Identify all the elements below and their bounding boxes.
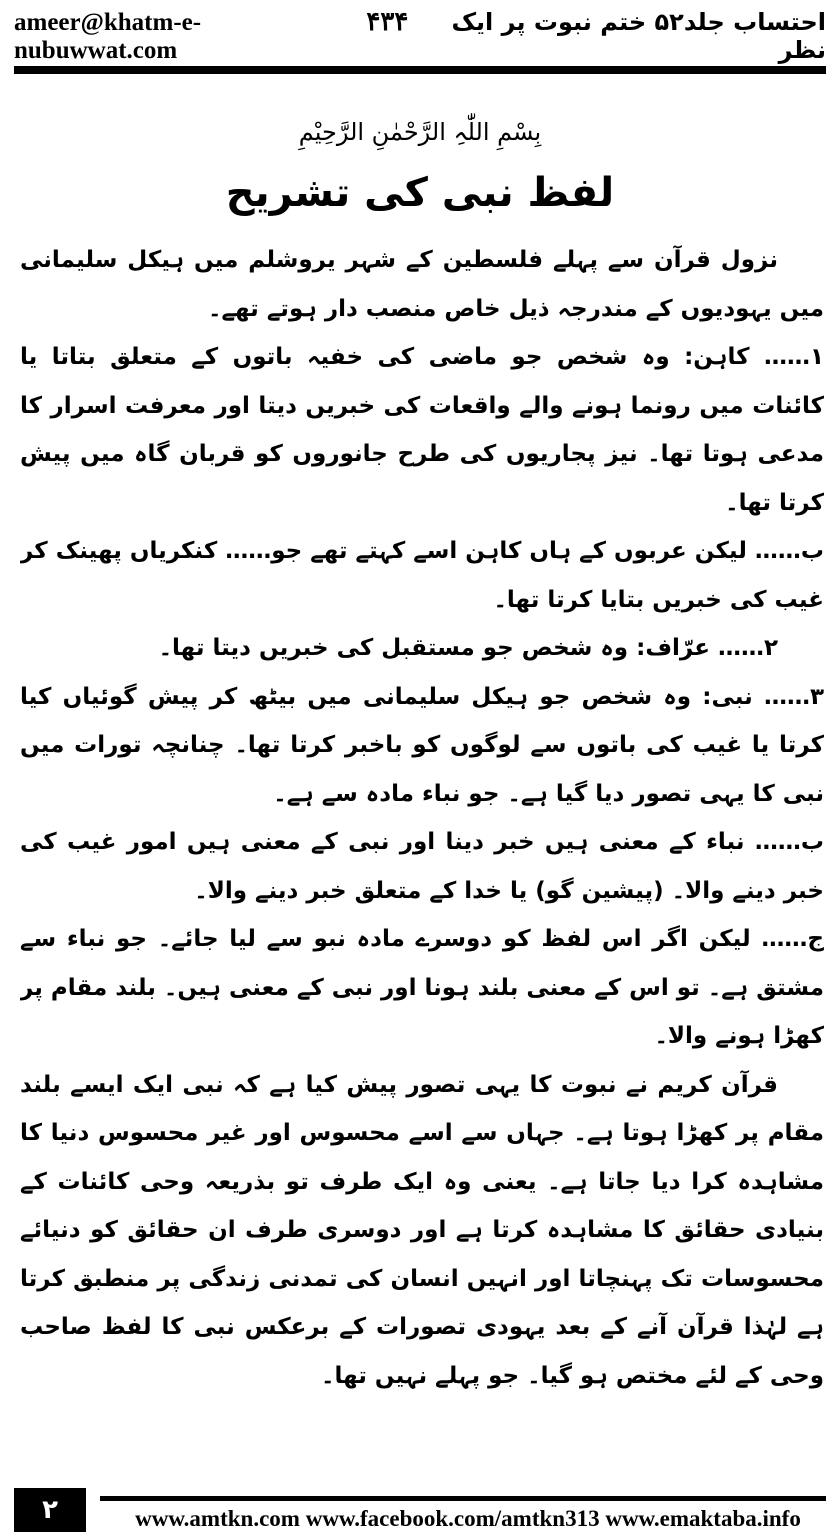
page-header: [14, 8, 826, 64]
body-text: [20, 236, 824, 1481]
header-book-title: احتساب جلد۵۲ ختم نبوت پر ایک نظر: [451, 8, 826, 64]
paragraph-6: ب…… نباء کے معنی ہیں خبر دینا اور نبی کے معنی ہیں امور غیب کی خبر دینے والا۔ (پیشین گو) یا خدا کے متعلق خبر دینے والا۔: [20, 818, 824, 915]
paragraph-7: ج…… لیکن اگر اس لفظ کو دوسرے مادہ نبو سے لیا جائے۔ جو نباء سے مشتق ہے۔ تو اس کے معنی بلند ہونا اور نبی کے معنی ہیں۔ بلند مقام پر کھڑا ہونے والا۔: [20, 915, 824, 1061]
paragraph-1: نزول قرآن سے پہلے فلسطین کے شہر یروشلم میں ہیکل سلیمانی میں یہودیوں کے مندرجہ ذیل خاص منصب دار ہوتے تھے۔: [20, 247, 824, 322]
paragraph-label: ب……: [754, 829, 824, 855]
paragraph-8: قرآن کریم نے نبوت کا یہی تصور پیش کیا ہے کہ نبی ایک ایسے بلند مقام پر کھڑا ہوتا ہے۔ جہاں سے اسے محسوس اور غیر محسوس دنیا کا مشاہدہ کرا دیا جاتا ہے۔ یعنی وہ ایک طرف تو بذریعہ وحی کائنات کے بنیادی حقائق کا مشاہدہ کرتا ہے اور دوسری طرف ان حقائق کو دنیائے محسوسات تک پہنچاتا اور انہیں انسان کی تمدنی زندگی پر منطبق کرتا ہے لہٰذا قرآن آنے کے بعد یہودی تصورات کے برعکس نبی کا لفظ صاحب وحی کے لئے مختص ہو گیا۔ جو پہلے نہیں تھا۔: [20, 1071, 824, 1389]
header-email[interactable]: ameer@khatm-e-nubuwwat.com: [14, 9, 202, 64]
footer-page-number: ۲: [14, 1488, 86, 1532]
basmala: بِسْمِ اللّٰہِ الرَّحْمٰنِ الرَّحِیْمِ: [298, 118, 542, 146]
header-page-number: ۴۳۴: [366, 7, 409, 37]
header-rule: [14, 66, 826, 74]
footer-rule: [100, 1496, 826, 1501]
page-title: لفظ نبی کی تشریح: [225, 170, 615, 216]
paragraph-label: ج……: [761, 926, 824, 952]
paragraph-2: ۱…… کاہن: وہ شخص جو ماضی کی خفیہ باتوں کے متعلق بتاتا یا کائنات میں رونما ہونے والے واقعات کی خبریں دیتا اور معرفت اسرار کا مدعی ہوتا تھا۔ نیز پجاریوں کی طرح جانوروں کو قربان گاہ میں پیش کرتا تھا۔: [20, 344, 824, 516]
paragraph-3: ب…… لیکن عربوں کے ہاں کاہن اسے کہتے تھے جو…… کنکریاں پھینک کر غیب کی خبریں بتایا کرتا تھا۔: [20, 527, 824, 624]
paragraph-label: ب……: [754, 538, 824, 564]
header-left: [14, 7, 408, 65]
paragraph-4: ۲…… عرّاف: وہ شخص جو مستقبل کی خبریں دیتا تھا۔: [158, 635, 778, 661]
footer-links[interactable]: www.amtkn.com www.facebook.com/amtkn313 www.emaktaba.info: [135, 1506, 801, 1531]
paragraph-5: ۳…… نبی: وہ شخص جو ہیکل سلیمانی میں بیٹھ کر پیش گوئیاں کیا کرتا یا غیب کی باتوں سے لوگوں کو باخبر کرتا تھا۔ چنانچہ تورات میں نبی کا یہی تصور دیا گیا ہے۔ جو نباء مادہ سے ہے۔: [20, 683, 824, 807]
